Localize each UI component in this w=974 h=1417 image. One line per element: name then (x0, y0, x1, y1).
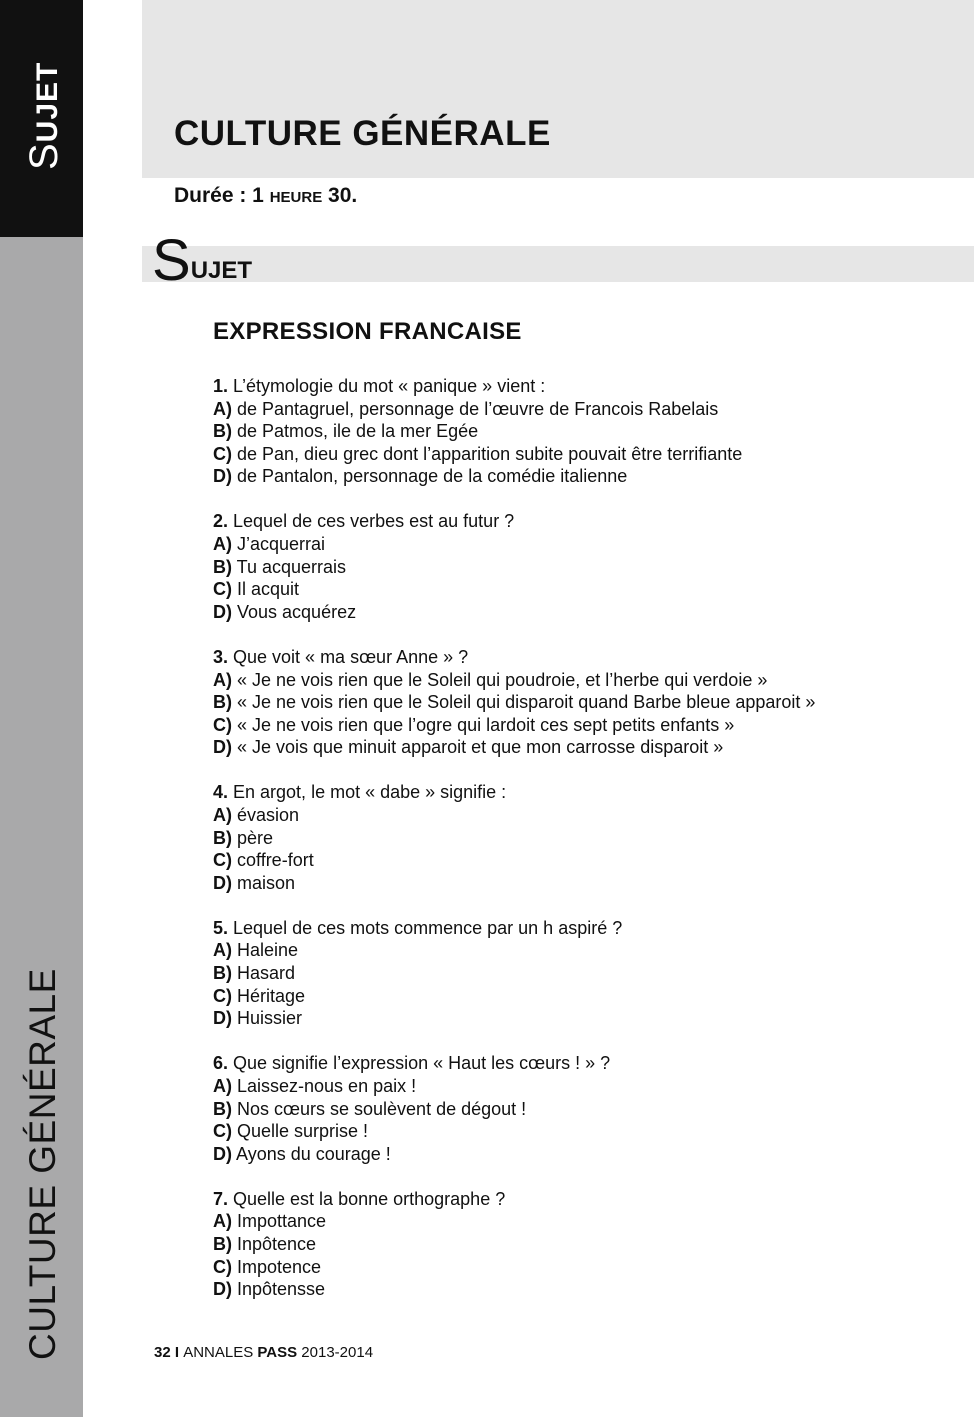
answer-option (213, 1098, 933, 1121)
question-block (213, 1052, 933, 1165)
answer-option (213, 1233, 933, 1256)
option-text: Laissez-nous en paix ! (232, 1075, 417, 1096)
answer-option (213, 939, 933, 962)
option-text: « Je vois que minuit apparoit et que mon carrosse disparoit » (232, 737, 724, 758)
answer-option (213, 1120, 933, 1143)
option-letter: B) (213, 692, 232, 713)
question-number: 7. (213, 1188, 229, 1209)
option-text: « Je ne vois rien que le Soleil qui poudroie, et l’herbe qui verdoie » (232, 669, 768, 690)
option-letter: C) (213, 1256, 232, 1277)
page-title: CULTURE GÉNÉRALE (174, 114, 551, 153)
option-letter: A) (213, 1075, 232, 1096)
option-letter: C) (213, 579, 232, 600)
option-text: Il acquit (232, 579, 300, 600)
option-letter: D) (213, 737, 232, 758)
option-letter: D) (213, 1008, 232, 1029)
section-title: SUJET (152, 228, 253, 293)
section-band (142, 246, 974, 282)
answer-option (213, 398, 933, 421)
answer-option (213, 827, 933, 850)
answer-option (213, 465, 933, 488)
question-stem (213, 646, 933, 669)
option-text: Inpôtence (232, 1234, 317, 1254)
option-letter: A) (213, 669, 232, 690)
answer-option (213, 872, 933, 895)
answer-option (213, 691, 933, 714)
option-letter: B) (213, 556, 232, 577)
option-letter: A) (213, 534, 232, 555)
option-text: Inpôtensse (232, 1279, 326, 1300)
option-text: maison (232, 872, 296, 893)
question-number: 6. (213, 1053, 229, 1074)
answer-option (213, 1210, 933, 1233)
answer-option (213, 1075, 933, 1098)
answer-option (213, 443, 933, 466)
option-text: Nos cœurs se soulèvent de dégout ! (232, 1098, 527, 1119)
option-letter: A) (213, 1211, 232, 1232)
option-letter: C) (213, 850, 232, 871)
question-number: 5. (213, 917, 229, 938)
question-text: Quelle est la bonne orthographe ? (228, 1188, 506, 1209)
option-text: père (232, 827, 274, 848)
subheading: EXPRESSION FRANCAISE (213, 318, 522, 345)
question-stem (213, 1052, 933, 1075)
question-number: 3. (213, 646, 229, 667)
question-text: Lequel de ces mots commence par un h aspiré ? (228, 917, 623, 938)
option-text: Huissier (232, 1008, 303, 1029)
question-block (213, 1188, 933, 1301)
sidebar-top-label: SUJET (22, 61, 66, 170)
answer-option (213, 849, 933, 872)
question-stem (213, 781, 933, 804)
answer-option (213, 736, 933, 759)
option-letter: D) (213, 1143, 232, 1164)
page-footer: 32 I ANNALES PASS 2013-2014 (154, 1344, 374, 1361)
question-block (213, 917, 933, 1030)
option-letter: B) (213, 1234, 232, 1254)
option-text: « Je ne vois rien que l’ogre qui lardoit ces sept petits enfants » (232, 714, 735, 735)
option-letter: D) (213, 601, 232, 622)
question-block (213, 646, 933, 759)
option-letter: D) (213, 872, 232, 893)
option-text: Ayons du courage ! (232, 1143, 391, 1164)
option-letter: B) (213, 421, 232, 442)
question-text: L’étymologie du mot « panique » vient : (228, 376, 546, 396)
option-text: Impotence (232, 1256, 322, 1277)
answer-option (213, 669, 933, 692)
answer-option (213, 1007, 933, 1030)
answer-option (213, 962, 933, 985)
answer-option (213, 578, 933, 601)
question-text: En argot, le mot « dabe » signifie : (228, 782, 507, 803)
option-text: J’acquerrai (232, 534, 326, 555)
answer-option (213, 1278, 933, 1301)
option-letter: A) (213, 398, 232, 419)
option-letter: C) (213, 985, 232, 1006)
option-text: Vous acquérez (232, 601, 357, 622)
option-text: Héritage (232, 985, 306, 1006)
answer-option (213, 714, 933, 737)
question-number: 2. (213, 511, 229, 532)
answer-option (213, 1256, 933, 1279)
option-letter: D) (213, 466, 232, 487)
option-text: de Pantagruel, personnage de l’œuvre de Francois Rabelais (232, 398, 719, 419)
option-letter: C) (213, 443, 232, 464)
sidebar-top-block (0, 0, 83, 237)
question-block (213, 375, 933, 488)
option-text: de Pantalon, personnage de la comédie italienne (232, 466, 628, 487)
option-text: évasion (232, 805, 300, 825)
option-text: Impottance (232, 1211, 327, 1232)
question-text: Que voit « ma sœur Anne » ? (228, 646, 469, 667)
option-letter: B) (213, 963, 232, 984)
answer-option (213, 601, 933, 624)
option-letter: B) (213, 1098, 232, 1119)
option-letter: A) (213, 940, 232, 961)
option-text: de Pan, dieu grec dont l’apparition subite pouvait être terrifiante (232, 443, 743, 464)
sidebar-bottom-label: CULTURE GÉNÉRALE (22, 968, 63, 1360)
answer-option (213, 420, 933, 443)
option-letter: D) (213, 1279, 232, 1300)
question-list (213, 375, 933, 1301)
option-text: Quelle surprise ! (232, 1121, 369, 1142)
option-letter: C) (213, 1121, 232, 1142)
question-stem (213, 510, 933, 533)
option-letter: B) (213, 827, 232, 848)
option-letter: A) (213, 805, 232, 825)
answer-option (213, 985, 933, 1008)
question-text: Lequel de ces verbes est au futur ? (228, 511, 515, 532)
option-text: « Je ne vois rien que le Soleil qui disparoit quand Barbe bleue apparoit » (232, 692, 816, 713)
question-block (213, 510, 933, 623)
answer-option (213, 804, 933, 827)
option-letter: C) (213, 714, 232, 735)
question-stem (213, 375, 933, 398)
answer-option (213, 556, 933, 579)
question-block (213, 781, 933, 894)
question-number: 1. (213, 376, 229, 396)
option-text: Haleine (232, 940, 299, 961)
answer-option (213, 1143, 933, 1166)
option-text: de Patmos, ile de la mer Egée (232, 421, 479, 442)
question-text: Que signifie l’expression « Haut les cœurs ! » ? (228, 1053, 611, 1074)
answer-option (213, 533, 933, 556)
duration-label: Durée : 1 HEURE 30. (174, 184, 358, 207)
option-text: Tu acquerrais (232, 556, 347, 577)
question-stem (213, 1188, 933, 1211)
option-text: coffre-fort (232, 850, 314, 871)
question-number: 4. (213, 782, 229, 803)
questions-content (213, 318, 933, 1323)
option-text: Hasard (232, 963, 296, 984)
question-stem (213, 917, 933, 940)
